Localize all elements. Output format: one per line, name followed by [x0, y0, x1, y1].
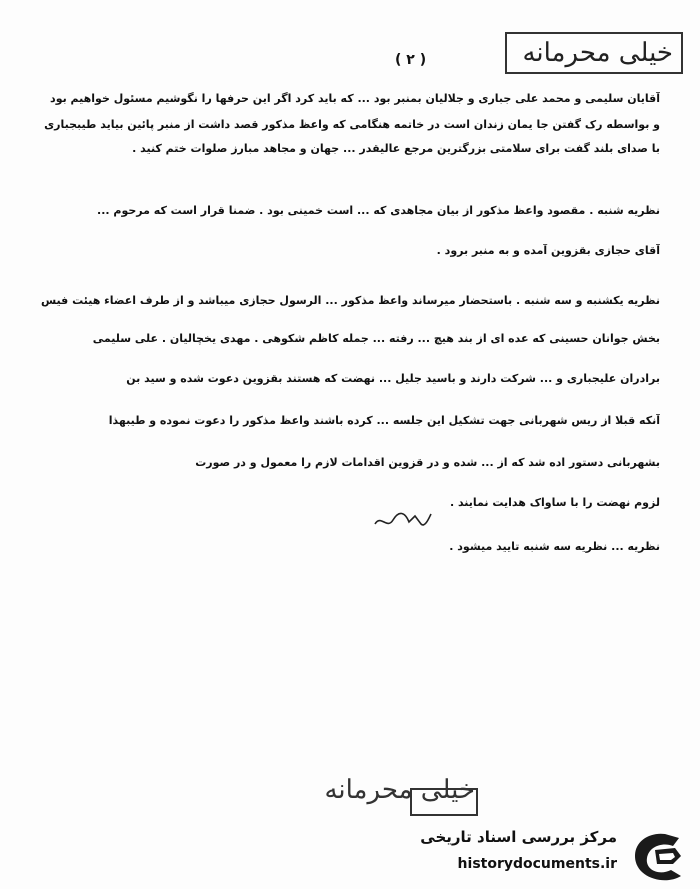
text-line: آنکه قبلا از ریس شهربانی جهت تشکیل این جلسه ... کرده باشند واعظ مذکور را دعوت نموده و طیبهذا	[108, 414, 660, 427]
classification-stamp-bottom: خیلی محرمانه	[324, 775, 475, 805]
text-line: نظریه یکشنبه و سه شنبه . باستحضار میرساند واعظ مذکور ... الرسول حجازی میباشد و از طرف اعضاء هیئت فیس	[41, 294, 660, 307]
text-line: برادران علیجباری و ... شرکت دارند و باسید جلیل ... نهضت که هستند بقزوین دعوت شده و سید بن	[126, 372, 660, 385]
text-line: با صدای بلند گفت برای سلامتی بزرگترین مرجع عالیقدر ... جهان و مجاهد مبارز صلوات ختم کنید .	[132, 142, 660, 155]
classification-stamp-top	[505, 32, 683, 74]
text-line: و بواسطه رک گفتن جا یمان زندان است در خاتمه هنگامی که واعظ مذکور قصد داشت از منبر پائین بیاید طیبجباری	[44, 118, 660, 131]
text-line: بخش جوانان حسینی که عده ای از بند هیچ ... رفته ... جمله کاظم شکوهی . مهدی یخچالیان . علی سلیمی	[92, 332, 660, 345]
handwritten-signature	[371, 508, 433, 532]
archive-watermark	[415, 826, 695, 886]
text-line: آقایان سلیمی و محمد علی جباری و جلالیان بمنبر بود ... که باید کرد اگر این حرفها را نگوشیم مسئول خواهیم بود	[50, 92, 660, 105]
watermark-url: historydocuments.ir	[457, 856, 617, 872]
text-line: لزوم نهضت را با ساواک هدایت نمایند .	[449, 496, 660, 509]
archive-logo-icon	[629, 830, 687, 882]
classification-stamp-text: خیلی محرمانه	[522, 38, 673, 68]
text-line: نظریه ... نظریه سه شنبه تایید میشود .	[449, 540, 660, 553]
text-line: بشهربانی دستور اده شد که از ... شده و در قزوین اقدامات لازم را معمول و در صورت	[195, 456, 660, 469]
text-line: نظریه شنبه . مقصود واعظ مذکور از بیان مجاهدی که ... است خمینی بود . ضمنا قرار است که مرحوم ...	[97, 204, 660, 217]
text-line: آقای حجازی بقزوین آمده و به منبر برود .	[436, 244, 660, 257]
page-number: ( ۲ )	[395, 52, 427, 68]
watermark-title: مرکز بررسی اسناد تاریخی	[420, 828, 617, 846]
